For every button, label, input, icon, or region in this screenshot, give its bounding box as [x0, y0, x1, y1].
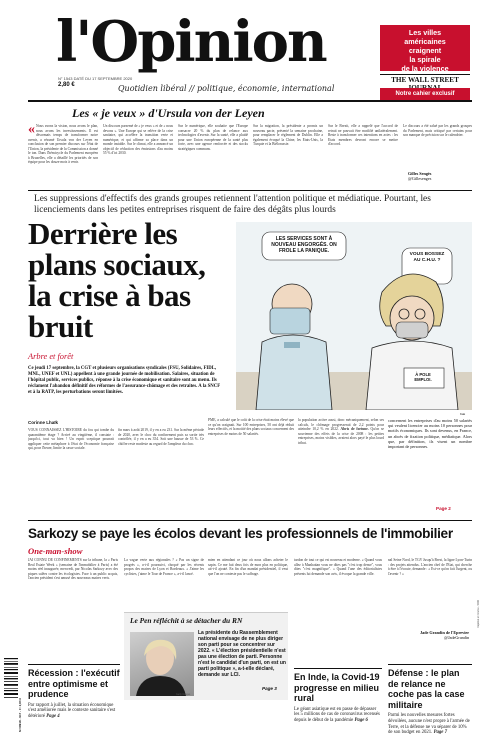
column-text: « Nous avons la vision, nous avons le plan, nous avons les investissements. Il est désormais temps de transformer notre avenir, a résumé Ursula von der Leyen en conclusion de son premier discours sur l'état de l'Union, la présidente de la Commission a donné le ton. Dans l'hémicycle du Parlement européen à Bruxelles, elle a détaillé les priorités de son équipe pour les douze mois à venir.: [28, 124, 98, 164]
promo-line: craignent: [408, 46, 442, 55]
column-text: Sur le Brexit, elle a rappelé que l'accord de retrait ne pouvait être modifié unilatéralement. Reste à transformer ces intentions en actes : les Etats membres devront encore se mettre d'accord.: [328, 124, 398, 146]
cartoon-plate-text: À POLE EMPLOI.: [414, 372, 432, 382]
promo-line: américaines: [404, 37, 446, 46]
section-divider: [28, 190, 472, 191]
portrait-illustration: [130, 632, 194, 696]
cartoon-caption-right: VOUS BOSSEZ AU C.H.U. ?: [409, 252, 445, 263]
inset-text: La présidente du Rassemblement national envisage de ne plus diriger son parti pour se concentrer sur 2022. « L'élection présidentielle n'est pas une élection de parti. Personne n'est le candidat d'un parti, on est un parti politique », a-t-elle déclaré, demande sur LCI.: [198, 630, 286, 678]
cartoon-artist: Kak: [460, 412, 466, 416]
column-text: Le discours a été salué par les grands groupes du Parlement, mais critiqué par certains pour son manque de précision sur le calendrier.: [403, 124, 472, 137]
story-text: mien en attendant ce jour où nous allons acheter le sapin. Ce me fait deux fois de mon plus en politique, ait-t-il ajouté. En fin d'un mandat présidentiel, il veut que l'on ne conteste pas le suffrage.: [208, 558, 288, 576]
column-text: Sur le numérique, elle souhaite que l'Europe consacre 20 % du plan de relance aux technologies d'avenir. Sur la santé, elle a plaidé pour une Union européenne de la santé plus forte, avec une agence renforcée et des stocks stratégiques communs.: [178, 124, 248, 151]
teaser-recession[interactable]: Récession : l'exécutif entre optimisme et prudence Par rapport à juillet, la situation économique s'est améliorée mais le contexte sanitaire s'est détérioré Page 4: [28, 668, 120, 720]
man-mask: [396, 322, 428, 338]
section-divider: [28, 520, 472, 521]
teaser-divider: [294, 668, 382, 669]
teaser-inde[interactable]: En Inde, la Covid-19 progresse en milieu rural Le géant asiatique est en passe de dépasser les 5 millions de cas de coronavirus recensés depuis le début de la pandémie Page 6: [294, 672, 380, 724]
teaser-defense[interactable]: Défense : le plan de relance ne coche pas la case militaire Parmi les nouvelles mesures fortes dévoilées, aucune n'est propre à l'armée de Terre, et la défense ne va séparer de 10% de son budget en 2021. Page 7: [388, 668, 470, 736]
story-text: La vague verte aux régionales ? « Pas un signe de progrès », a-t-il poursuivi, choqué par les récents propos des maires de Lyon et Bordeaux. « J'aime les cyclistes, j'aime le Tour de France », a-t-il lancé.: [124, 558, 204, 576]
tagline: Quotidien libéral // politique, économie, international: [118, 84, 335, 93]
teaser-divider: [28, 664, 120, 665]
cartoon-caption-left: LES SERVICES SONT À NOUVEAU ENGORGÉS. ON FROLE LA PANIQUE.: [271, 236, 337, 254]
inset-title[interactable]: Le Pen réfléchit à se détacher du RN: [130, 616, 243, 625]
lead-kicker: Les suppressions d'effectifs des grands groupes retiennent l'attention politique et médiatique. Pourtant, les licenciements dans les petites entreprises risquent de faire des dégâts plus lourds: [34, 194, 431, 215]
promo-line: la spirale: [409, 55, 441, 64]
lead-text: fin mars à août 2019, il y en a eu 231. Sur la même période de 2020, avec le choc du confinement puis sa sortie très contrôlée, il y en a eu 354. Soit une hausse de 53 %. Ce chiffre reste modeste au regard de l'ampleur du choc.: [118, 428, 204, 446]
nurse-badge: [284, 342, 300, 348]
story-text: JAI CONNU DE CONFINEMENTS sur la tribune, la « Paris Real Estate Week » (semaine de l'immobilier à Paris) a été moins réel inaugurée, mercredi, par Nicolas Sarkozy avec des piques salées contre les écologistes. Face à un public acquis, l'ancien président s'est amusé des nouveaux maires verts.: [28, 558, 118, 580]
newspaper-logo: l'Opinion: [56, 9, 326, 75]
column-signature: Gilles Sengès @Gillesenges: [408, 171, 432, 181]
promo-line: de la violence: [401, 64, 449, 73]
column-text: Sur la migration, la présidente a promis un nouveau pacte, présenté la semaine prochaine, pour remplacer le règlement de Dublin. Elle a également évoqué la Chine, les Etats-Unis, la Turquie et la Biélorussie.: [253, 124, 323, 146]
lead-text: VOUS CONNAISSEZ L'HISTOIRE du fou qui tombe du quarantième étage ? Arrivé au vingtième, il constate : jusqu'ici, tout va bien ! Un esprit sceptique pourrait appliquer cette métaphore à l'état de l'économie française qui, pour l'heure, limite la casse sociale.: [28, 428, 114, 450]
story-text: nal Seine Nord, le TGV Jusqu'à Brest, la ligne Lyon-Turin : des projets attendus. L'ancien chef de l'Etat, qui cherche à être à l'écoute, demande : « Est-ce qu'on fait l'urgent, ou l'avenir ? »: [388, 558, 472, 576]
lead-byline: Corinne Lhaïk: [28, 420, 59, 425]
issue-price: 2,80 €: [58, 82, 75, 88]
masthead-divider: [28, 100, 472, 102]
inset-page-link[interactable]: Page 3: [262, 686, 277, 691]
barcode: [2, 654, 24, 740]
story-kicker: One-man-show: [28, 546, 83, 556]
story-headline[interactable]: Sarkozy se paye les écolos devant les professionnels de l'immobilier: [28, 526, 453, 541]
photo-credit: Getty Images: [176, 693, 191, 696]
lead-text: la population active aussi, donc mécaniquement, selon ses calculs, le chômage progresserait de 2,2 points pour atteindre 10,2 % en 2022. Abris de fortune. Qu'on se souvienne des effets de la crise de 2008 : les petites entreprises, moins visibles, avaient alors payé le plus lourd tribut.: [298, 418, 384, 445]
story-signature: Jade Grandin de l'Eprevier @JadeGrandin: [420, 630, 470, 640]
column-text: Un discours parsemé de « je veux » et de « nous devons ». Une Europe qui se relève de la crise sanitaire, qui accélère la transition verte et numérique, et qui affirme sa place dans un monde instable. Sur le climat, elle a annoncé un objectif de réduction des émissions d'au moins 55 % d'ici 2030.: [103, 124, 173, 155]
nurse-mask: [270, 308, 310, 334]
lead-text: concernent les entreprises d'au moins 50 salariés qui veulent licencier au moins 10 personnes pour motifs économiques. Ils sont devenus, en France, un abcès de fixation politique, médiatique. Alors que, par définition, ils visent un nombre important de personnes.: [388, 418, 472, 450]
lead-text: PMÉ, a calculé que le coût de la crise était moins élevé que ce qu'on craignait. Sur 100 entreprises, 50 ont déjà réduit leurs effectifs, et la moitié des plans sociaux concernent des entreprises de moins de 50 salariés.: [208, 418, 294, 436]
promo-line: Les villes: [408, 28, 442, 37]
continued-link[interactable]: Page 2: [436, 506, 451, 511]
column-title[interactable]: Les « je veux » d'Ursula von der Leyen: [72, 106, 265, 120]
promo-box[interactable]: [380, 25, 470, 71]
lead-tag: Arbre et forêt: [28, 352, 74, 361]
lead-intro: Ce jeudi 17 septembre, la CGT et plusieurs organisations syndicales (FSU, Solidaires, FIDL, MNL, UNEF et UNL) appellent à une grande journée de mobilisation. Salaires, situation de l'hôpital public, services publics, réponse à la crise économique et sanitaire sont au menu. Ils réclament l'abandon définitif des réformes de l'assurance-chômage et des retraites. A la SNCF et à la RATP, les perturbations seront limitées.: [28, 366, 220, 395]
lead-headline[interactable]: Derrière les plans sociaux, la crise à bas bruit: [28, 216, 206, 344]
inset-photo: [130, 632, 194, 696]
teaser-divider: [388, 664, 472, 665]
issue-date: N° 1543 DATÉ DU 17 SEPTEMBRE 2020: [58, 76, 133, 81]
promo-subtitle[interactable]: Notre cahier exclusif: [380, 88, 470, 100]
dropcap: «: [28, 124, 35, 137]
barcode-text: M 09918 - 917 - F: 2,80 €: [18, 698, 22, 733]
side-print-text: Imprimé en France - 5000: [477, 600, 480, 628]
partner-logo: THE WALL STREET: [380, 74, 470, 94]
story-text: tardon de tout ce qui est nouveau et moderne. « Quand vous allez à Manhattan vous ne dites pas "c'est trop dense", vous dites "c'est magnifique". » Quand l'une des éditorialistes présents lui demande son avis, il évoque la grande ville.: [294, 558, 382, 576]
